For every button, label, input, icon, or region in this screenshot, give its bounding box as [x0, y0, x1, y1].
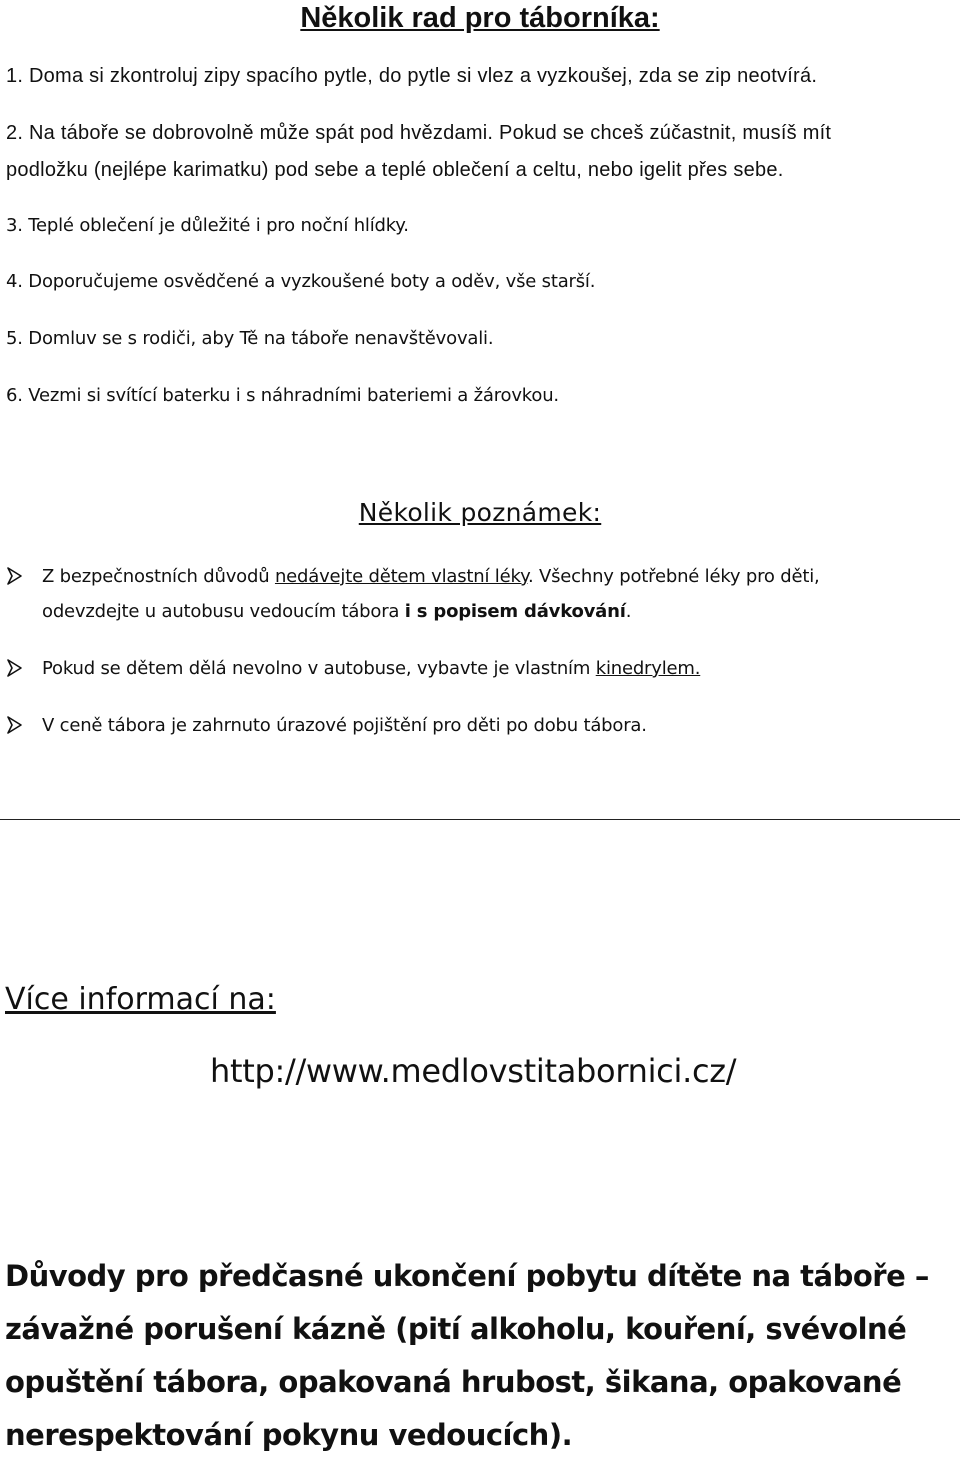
- website-url: http://www.medlovstitabornici.cz/: [210, 1052, 737, 1090]
- note-2-underlined: kinedrylem.: [595, 658, 701, 679]
- note-1-text: Z bezpečnostních důvodů: [42, 566, 275, 587]
- arrowhead-bullet-icon: [4, 712, 32, 738]
- notes-title: Několik poznámek:: [358, 498, 602, 527]
- reasons-line-3: opuštění tábora, opakovaná hrubost, šikana, opakované: [5, 1365, 902, 1399]
- arrowhead-bullet-icon: [4, 563, 32, 589]
- note-1-text-cont: . Všechny potřebné léky pro děti,: [527, 566, 820, 587]
- note-1-line-1: [42, 564, 820, 590]
- more-info-label: Více informací na:: [5, 982, 276, 1017]
- tip-6: 6. Vezmi si svítící baterku i s náhradními bateriemi a žárovkou.: [6, 385, 559, 406]
- arrowhead-bullet-icon: [4, 655, 32, 681]
- note-1-bold: i s popisem dávkování: [404, 601, 626, 622]
- note-1-underlined: nedávejte dětem vlastní léky: [274, 566, 528, 587]
- tip-1: 1. Doma si zkontroluj zipy spacího pytle, do pytle si vlez a vyzkoušej, zda se zip neotvírá.: [6, 65, 818, 87]
- note-2-text: Pokud se dětem dělá nevolno v autobuse, vybavte je vlastním: [42, 658, 596, 679]
- horizontal-divider: [0, 819, 960, 820]
- note-2: [42, 656, 700, 682]
- reasons-line-2: závažné porušení kázně (pití alkoholu, kouření, svévolné: [5, 1312, 907, 1346]
- tip-2-continued: podložku (nejlépe karimatku) pod sebe a teplé oblečení a celtu, nebo igelit přes sebe.: [6, 159, 784, 181]
- tip-3: 3. Teplé oblečení je důležité i pro noční hlídky.: [6, 215, 409, 236]
- note-1-end: .: [625, 601, 632, 622]
- reasons-line-4: nerespektování pokynu vedoucích).: [5, 1418, 573, 1452]
- page-title: Několik rad pro táborníka:: [300, 2, 660, 34]
- note-1-text-2: odevzdejte u autobusu vedoucím tábora: [42, 601, 405, 622]
- early-termination-reasons: [5, 1250, 955, 1462]
- tip-2: 2. Na táboře se dobrovolně může spát pod hvězdami. Pokud se chceš zúčastnit, musíš mít: [6, 122, 832, 144]
- note-3: V ceně tábora je zahrnuto úrazové pojištění pro děti po dobu tábora.: [42, 715, 647, 736]
- tip-5: 5. Domluv se s rodiči, aby Tě na táboře nenavštěvovali.: [6, 328, 494, 349]
- tip-4: 4. Doporučujeme osvědčené a vyzkoušené boty a oděv, vše starší.: [6, 271, 596, 292]
- note-1-line-2: [42, 599, 631, 625]
- reasons-line-1: Důvody pro předčasné ukončení pobytu dítěte na táboře –: [5, 1259, 929, 1293]
